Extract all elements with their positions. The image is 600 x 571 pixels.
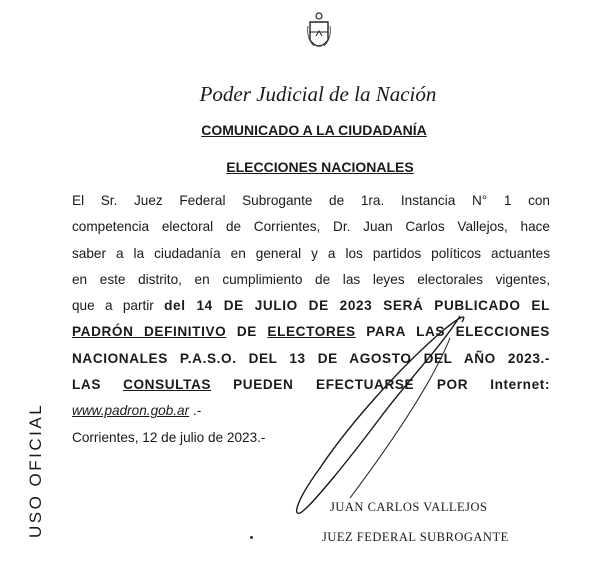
publication-date-text: del 14 DE JULIO DE 2023 SERÁ PUBLICADO EL bbox=[164, 298, 550, 314]
body-line: en este distrito, en cumplimiento de las leyes electorales vigentes, bbox=[72, 271, 550, 287]
coat-of-arms-seal-icon bbox=[306, 12, 332, 54]
body-text: PARA LAS ELECCIONES bbox=[366, 324, 550, 340]
body-line: saber a la ciudadanía en general y a los partidos políticos actuantes bbox=[72, 245, 550, 261]
handwritten-signature bbox=[290, 308, 490, 528]
consultas-text: CONSULTAS bbox=[123, 377, 212, 393]
communique-heading: COMUNICADO A LA CIUDADANÍA bbox=[201, 122, 427, 138]
closing-line: Corrientes, 12 de julio de 2023.- bbox=[72, 429, 266, 445]
electores-text: ELECTORES bbox=[267, 324, 356, 340]
institution-title: Poder Judicial de la Nación bbox=[199, 82, 437, 106]
body-text: DE bbox=[236, 324, 257, 340]
body-line: El Sr. Juez Federal Subrogante de 1ra. Instancia N° 1 con bbox=[72, 193, 550, 208]
stray-mark bbox=[250, 536, 253, 539]
official-use-stamp: USO OFICIAL bbox=[26, 402, 45, 538]
signatory-name: JUAN CARLOS VALLEJOS bbox=[330, 500, 488, 514]
body-text: que a partir bbox=[72, 298, 154, 314]
body-text: PUEDEN EFECTUARSE POR bbox=[233, 377, 469, 393]
website-link[interactable]: www.padron.gob.ar bbox=[72, 403, 190, 419]
internet-label: Internet: bbox=[490, 377, 550, 393]
elections-heading: ELECCIONES NACIONALES bbox=[226, 159, 414, 175]
body-line: NACIONALES P.A.S.O. DEL 13 DE AGOSTO DEL AÑO 2023.- bbox=[72, 350, 550, 366]
signatory-title: JUEZ FEDERAL SUBROGANTE bbox=[322, 530, 509, 544]
body-text: LAS bbox=[72, 377, 101, 393]
website-suffix: .- bbox=[189, 403, 202, 419]
padron-text: PADRÓN DEFINITIVO bbox=[72, 324, 227, 340]
body-line: competencia electoral de Corrientes, Dr. Juan Carlos Vallejos, hace bbox=[72, 219, 550, 235]
